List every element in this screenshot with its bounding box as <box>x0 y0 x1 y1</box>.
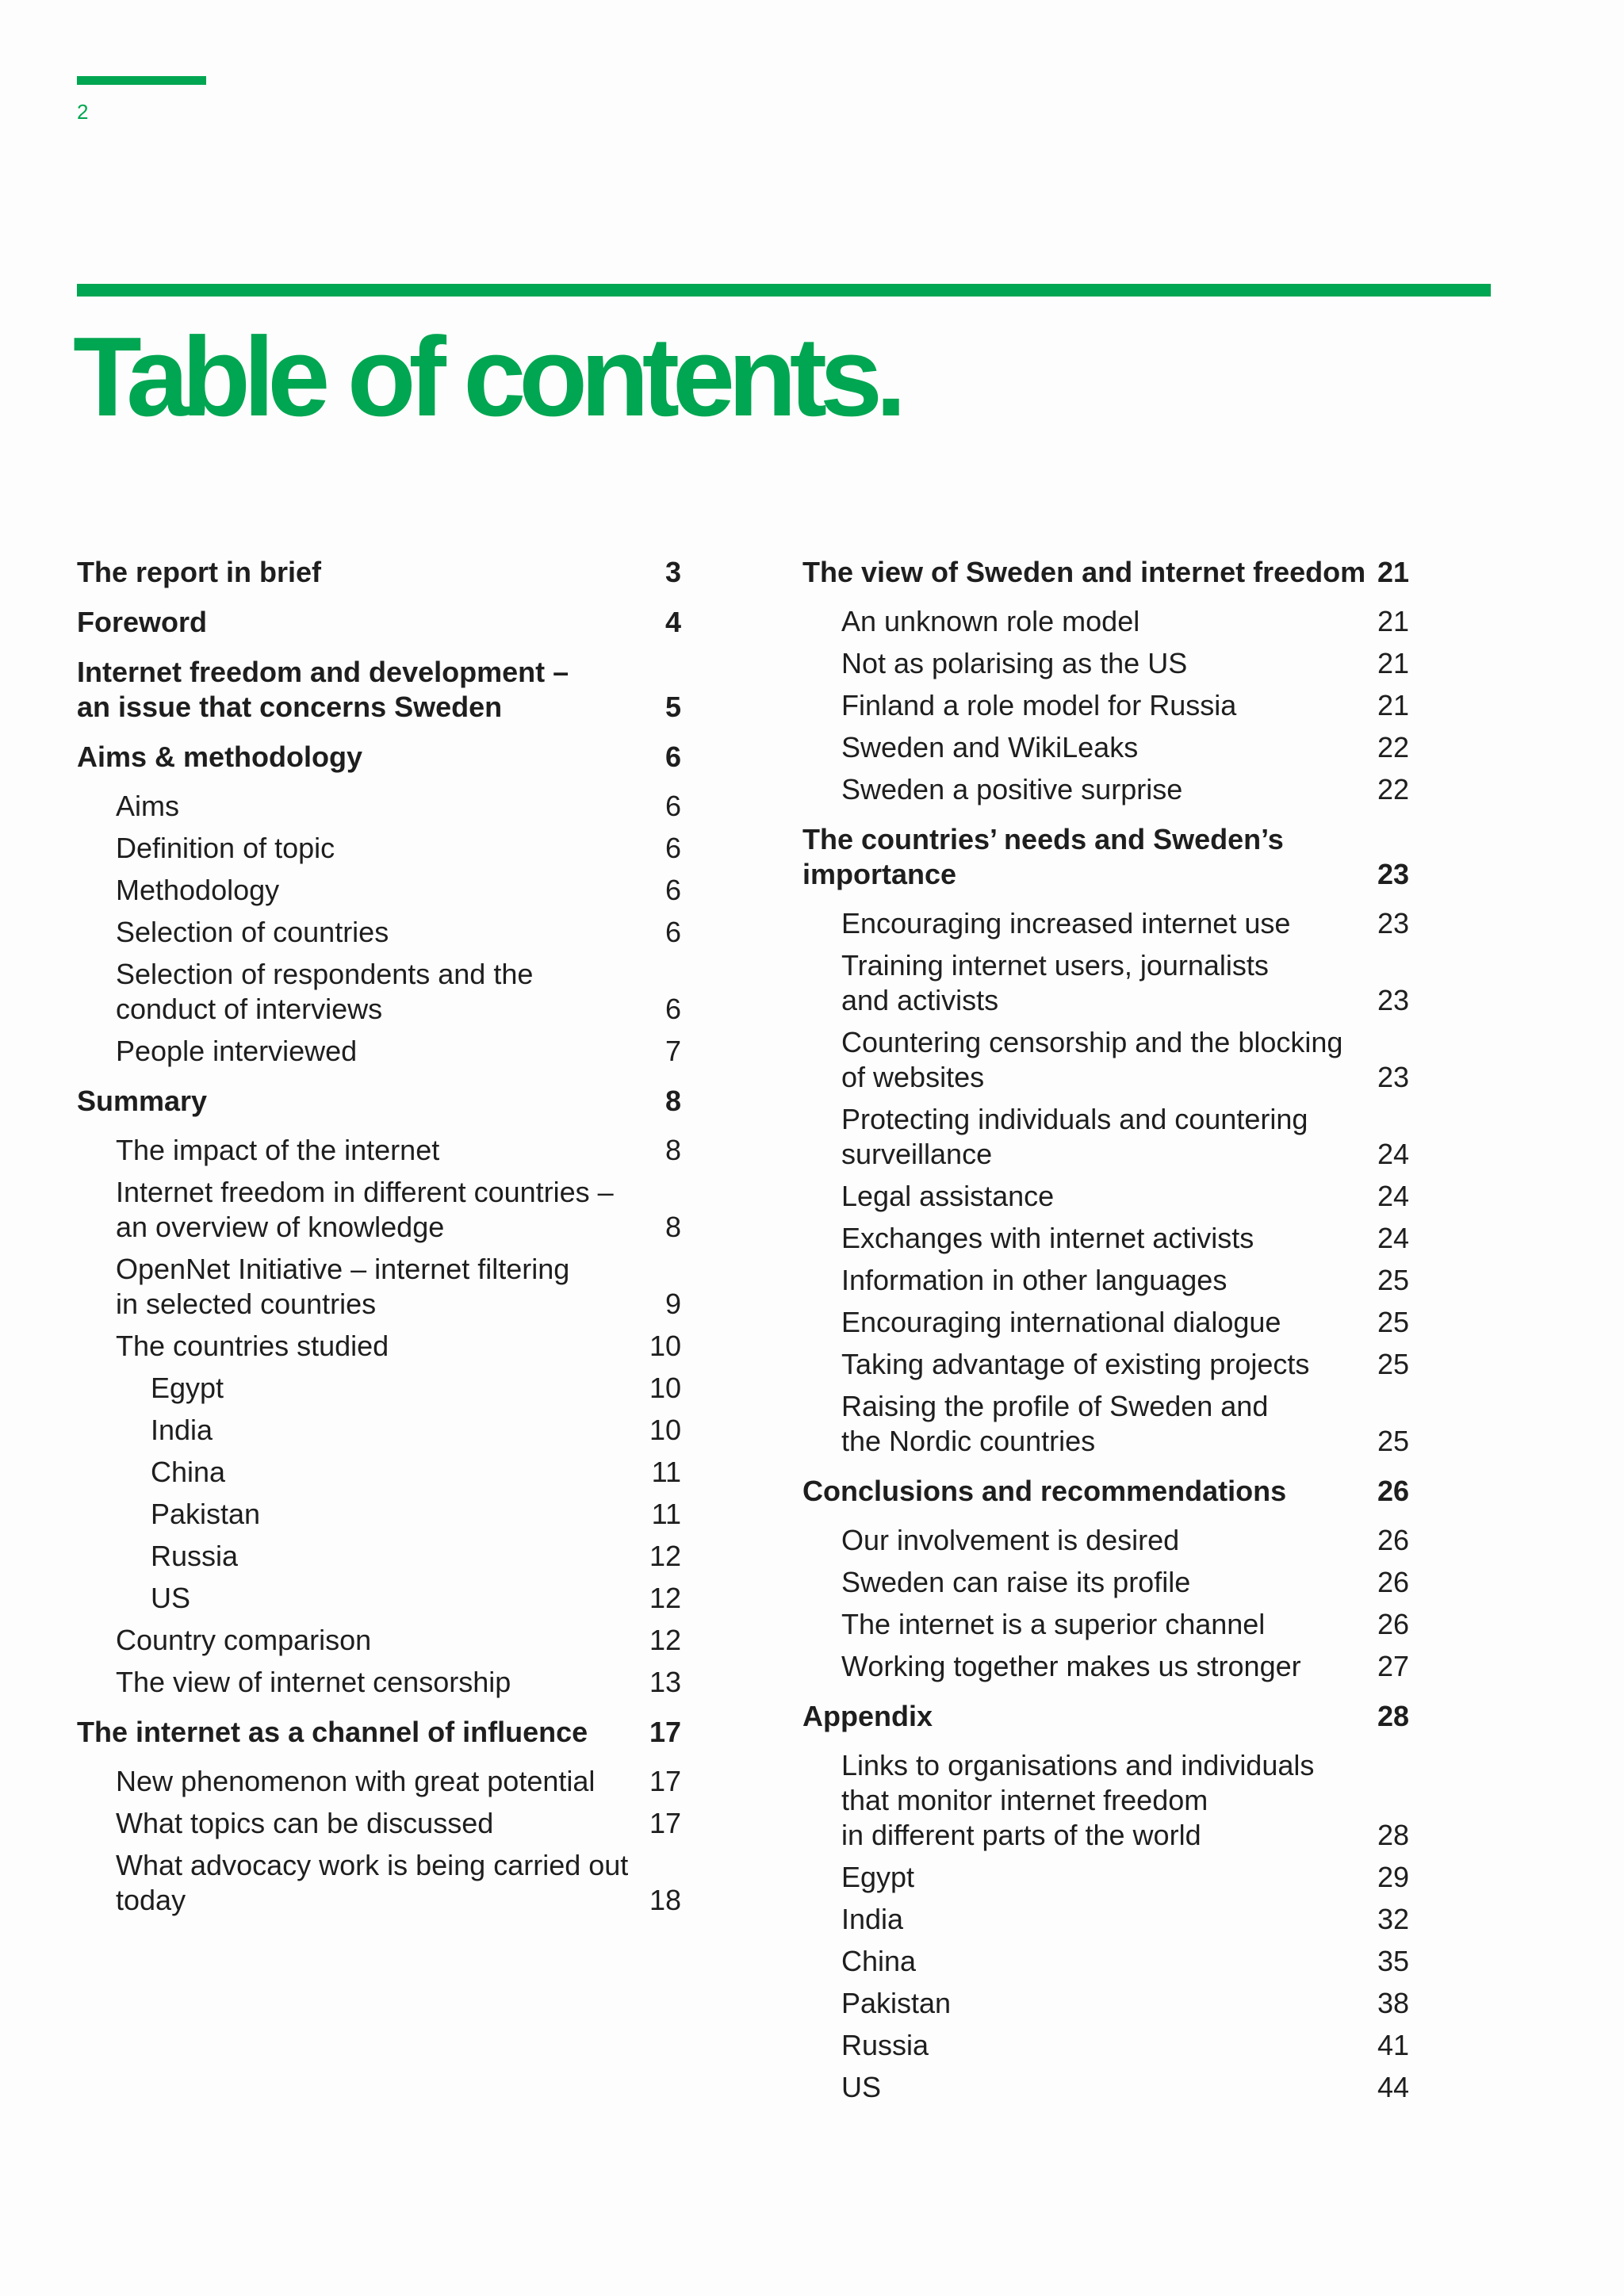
toc-entry-title: People interviewed <box>116 1035 358 1067</box>
toc-subsection-entry[interactable] <box>802 1607 1409 1642</box>
toc-section-entry[interactable] <box>802 1474 1409 1509</box>
toc-entry-title: Links to organisations and individuals that monitor internet freedom in different parts of the world <box>841 1749 1315 1851</box>
toc-entry-page: 24 <box>1377 1180 1409 1212</box>
toc-entry-page: 6 <box>665 874 681 906</box>
toc-entry-title: Aims & methodology <box>77 740 363 773</box>
toc-entry-title: Internet freedom and development – an issue that concerns Sweden <box>77 656 569 723</box>
page-number: 2 <box>77 100 89 124</box>
toc-entry-title: New phenomenon with great potential <box>116 1765 596 1797</box>
toc-entry-title: Exchanges with internet activists <box>841 1222 1254 1254</box>
toc-entry-page: 29 <box>1377 1861 1409 1893</box>
toc-subsection-entry[interactable] <box>77 1581 681 1616</box>
toc-entry-page: 3 <box>665 556 681 588</box>
toc-entry-title: Internet freedom in different countries – an overview of knowledge <box>116 1176 614 1243</box>
toc-entry-title: The countries’ needs and Sweden’s importance <box>802 823 1284 890</box>
toc-entry-page: 26 <box>1377 1566 1409 1598</box>
toc-entry-page: 41 <box>1377 2029 1409 2061</box>
toc-entry-title: Foreword <box>77 606 208 638</box>
toc-subsection-entry[interactable] <box>77 1252 681 1322</box>
toc-entry-title: Aims <box>116 790 179 822</box>
toc-subsection-entry[interactable] <box>77 1133 681 1168</box>
toc-left-column <box>77 555 681 1925</box>
toc-entry-page: 21 <box>1377 605 1409 637</box>
toc-subsection-entry[interactable] <box>77 789 681 824</box>
toc-subsection-entry[interactable] <box>802 646 1409 681</box>
toc-subsection-entry[interactable] <box>77 1034 681 1069</box>
toc-entry-title: India <box>151 1414 213 1446</box>
toc-entry-title: An unknown role model <box>841 605 1140 637</box>
toc-entry-page: 12 <box>649 1582 681 1614</box>
toc-entry-title: Egypt <box>841 1861 915 1893</box>
toc-subsection-entry[interactable] <box>802 1179 1409 1214</box>
toc-subsection-entry[interactable] <box>77 1175 681 1245</box>
toc-entry-title: What topics can be discussed <box>116 1807 494 1839</box>
toc-entry-page: 12 <box>649 1624 681 1656</box>
toc-entry-page: 24 <box>1377 1138 1409 1170</box>
toc-entry-title: Finland a role model for Russia <box>841 689 1237 721</box>
toc-entry-title: Working together makes us stronger <box>841 1650 1301 1682</box>
toc-entry-page: 26 <box>1377 1608 1409 1640</box>
toc-entry-page: 6 <box>665 993 681 1025</box>
toc-entry-title: Sweden can raise its profile <box>841 1566 1191 1598</box>
toc-subsection-entry[interactable] <box>77 1497 681 1532</box>
toc-entry-page: 23 <box>1377 984 1409 1016</box>
toc-subsection-entry[interactable] <box>77 873 681 908</box>
toc-subsection-entry[interactable] <box>802 1649 1409 1684</box>
toc-subsection-entry[interactable] <box>802 730 1409 765</box>
toc-entry-title: Not as polarising as the US <box>841 647 1188 679</box>
toc-section-entry[interactable] <box>802 822 1409 892</box>
toc-entry-page: 22 <box>1377 731 1409 763</box>
toc-subsection-entry[interactable] <box>802 2028 1409 2063</box>
toc-subsection-entry[interactable] <box>802 1523 1409 1558</box>
toc-entry-title: Countering censorship and the blocking of websites <box>841 1026 1343 1093</box>
toc-entry-page: 23 <box>1377 907 1409 939</box>
toc-subsection-entry[interactable] <box>802 2070 1409 2105</box>
toc-entry-page: 32 <box>1377 1903 1409 1935</box>
toc-subsection-entry[interactable] <box>802 1305 1409 1340</box>
toc-entry-title: Encouraging international dialogue <box>841 1306 1281 1338</box>
toc-entry-page: 6 <box>665 916 681 948</box>
toc-entry-title: India <box>841 1903 904 1935</box>
toc-entry-page: 26 <box>1377 1475 1409 1507</box>
toc-entry-page: 27 <box>1377 1650 1409 1682</box>
toc-subsection-entry[interactable] <box>802 1565 1409 1600</box>
toc-subsection-entry[interactable] <box>77 1539 681 1574</box>
toc-section-entry[interactable] <box>77 740 681 775</box>
toc-subsection-entry[interactable] <box>77 831 681 866</box>
toc-subsection-entry[interactable] <box>802 1860 1409 1895</box>
toc-entry-title: The report in brief <box>77 556 322 588</box>
toc-entry-title: Conclusions and recommendations <box>802 1475 1287 1507</box>
toc-subsection-entry[interactable] <box>77 1455 681 1490</box>
toc-right-column <box>802 555 1409 2112</box>
toc-entry-title: Russia <box>151 1540 239 1572</box>
toc-subsection-entry[interactable] <box>802 906 1409 941</box>
toc-subsection-entry[interactable] <box>802 1221 1409 1256</box>
toc-subsection-entry[interactable] <box>802 1263 1409 1298</box>
toc-subsection-entry[interactable] <box>802 1902 1409 1937</box>
toc-entry-title: Training internet users, journalists and activists <box>841 949 1269 1016</box>
toc-entry-page: 12 <box>649 1540 681 1572</box>
toc-entry-page: 38 <box>1377 1987 1409 2019</box>
toc-entry-title: Taking advantage of existing projects <box>841 1348 1310 1380</box>
toc-subsection-entry[interactable] <box>802 1102 1409 1172</box>
toc-entry-page: 44 <box>1377 2071 1409 2103</box>
toc-entry-page: 28 <box>1377 1700 1409 1732</box>
toc-subsection-entry[interactable] <box>77 915 681 950</box>
toc-entry-title: What advocacy work is being carried out today <box>116 1849 629 1916</box>
toc-entry-title: Legal assistance <box>841 1180 1055 1212</box>
toc-entry-title: Sweden and WikiLeaks <box>841 731 1139 763</box>
toc-entry-title: Selection of countries <box>116 916 389 948</box>
toc-entry-title: US <box>151 1582 191 1614</box>
toc-section-entry[interactable] <box>77 555 681 590</box>
toc-entry-title: Information in other languages <box>841 1264 1228 1296</box>
toc-entry-title: Protecting individuals and countering surveillance <box>841 1103 1308 1170</box>
toc-entry-page: 6 <box>665 832 681 864</box>
toc-subsection-entry[interactable] <box>77 1371 681 1406</box>
toc-entry-page: 4 <box>665 606 681 638</box>
toc-entry-page: 21 <box>1377 689 1409 721</box>
toc-section-entry[interactable] <box>77 655 681 725</box>
toc-entry-title: US <box>841 2071 882 2103</box>
toc-entry-title: Pakistan <box>151 1498 261 1530</box>
toc-entry-page: 6 <box>665 740 681 773</box>
toc-entry-page: 26 <box>1377 1524 1409 1556</box>
toc-entry-page: 11 <box>651 1456 681 1488</box>
toc-entry-page: 17 <box>649 1807 681 1839</box>
toc-entry-page: 22 <box>1377 773 1409 806</box>
toc-entry-page: 10 <box>649 1372 681 1404</box>
toc-subsection-entry[interactable] <box>77 1413 681 1448</box>
toc-entry-title: China <box>151 1456 226 1488</box>
toc-section-entry[interactable] <box>77 1715 681 1750</box>
toc-subsection-entry[interactable] <box>802 1748 1409 1853</box>
toc-entry-title: Methodology <box>116 874 280 906</box>
toc-subsection-entry[interactable] <box>802 1944 1409 1979</box>
toc-entry-page: 25 <box>1377 1425 1409 1457</box>
toc-section-entry[interactable] <box>77 605 681 640</box>
toc-entry-title: Selection of respondents and the conduct of interviews <box>116 958 534 1025</box>
toc-subsection-entry[interactable] <box>802 604 1409 639</box>
toc-entry-page: 21 <box>1377 647 1409 679</box>
toc-subsection-entry[interactable] <box>77 1806 681 1841</box>
toc-entry-page: 23 <box>1377 1061 1409 1093</box>
toc-subsection-entry[interactable] <box>802 1347 1409 1382</box>
toc-entry-page: 18 <box>649 1884 681 1916</box>
toc-entry-title: Definition of topic <box>116 832 335 864</box>
toc-entry-title: Appendix <box>802 1700 933 1732</box>
toc-entry-page: 23 <box>1377 858 1409 890</box>
toc-subsection-entry[interactable] <box>802 688 1409 723</box>
toc-subsection-entry[interactable] <box>802 948 1409 1018</box>
toc-entry-title: Our involvement is desired <box>841 1524 1180 1556</box>
toc-entry-title: The view of internet censorship <box>116 1666 511 1698</box>
page-accent-bar <box>77 76 206 85</box>
toc-entry-page: 24 <box>1377 1222 1409 1254</box>
toc-subsection-entry[interactable] <box>77 1848 681 1918</box>
page-title: Table of contents. <box>73 314 900 440</box>
toc-entry-page: 7 <box>665 1035 681 1067</box>
toc-entry-title: The impact of the internet <box>116 1134 440 1166</box>
toc-entry-page: 11 <box>651 1498 681 1530</box>
toc-entry-page: 10 <box>649 1414 681 1446</box>
toc-subsection-entry[interactable] <box>802 1025 1409 1095</box>
toc-entry-title: The internet is a superior channel <box>841 1608 1266 1640</box>
toc-section-entry[interactable] <box>77 1084 681 1119</box>
toc-entry-title: The countries studied <box>116 1330 389 1362</box>
toc-entry-title: OpenNet Initiative – internet filtering in selected countries <box>116 1253 570 1320</box>
toc-entry-page: 6 <box>665 790 681 822</box>
toc-subsection-entry[interactable] <box>77 1623 681 1658</box>
toc-entry-page: 25 <box>1377 1264 1409 1296</box>
toc-entry-title: Country comparison <box>116 1624 372 1656</box>
toc-entry-title: The view of Sweden and internet freedom <box>802 556 1366 588</box>
toc-entry-title: The internet as a channel of influence <box>77 1716 588 1748</box>
toc-entry-page: 25 <box>1377 1306 1409 1338</box>
toc-entry-page: 9 <box>665 1288 681 1320</box>
toc-entry-title: Egypt <box>151 1372 224 1404</box>
toc-entry-page: 17 <box>649 1765 681 1797</box>
toc-entry-title: Encouraging increased internet use <box>841 907 1291 939</box>
title-rule <box>77 284 1491 297</box>
toc-entry-page: 35 <box>1377 1945 1409 1977</box>
toc-subsection-entry[interactable] <box>802 1986 1409 2021</box>
toc-entry-page: 25 <box>1377 1348 1409 1380</box>
toc-entry-page: 8 <box>665 1085 681 1117</box>
toc-entry-title: Russia <box>841 2029 929 2061</box>
toc-entry-title: Pakistan <box>841 1987 952 2019</box>
toc-entry-title: Summary <box>77 1085 208 1117</box>
toc-entry-page: 17 <box>649 1716 681 1748</box>
toc-section-entry[interactable] <box>802 555 1409 590</box>
toc-subsection-entry[interactable] <box>77 1329 681 1364</box>
toc-entry-page: 28 <box>1377 1819 1409 1851</box>
toc-entry-page: 5 <box>665 691 681 723</box>
toc-entry-title: Raising the profile of Sweden and the Nordic countries <box>841 1390 1269 1457</box>
toc-subsection-entry[interactable] <box>77 1764 681 1799</box>
toc-entry-title: Sweden a positive surprise <box>841 773 1183 806</box>
toc-section-entry[interactable] <box>802 1699 1409 1734</box>
toc-entry-page: 10 <box>649 1330 681 1362</box>
toc-entry-page: 13 <box>649 1666 681 1698</box>
toc-entry-title: China <box>841 1945 917 1977</box>
toc-entry-page: 21 <box>1377 556 1409 588</box>
toc-subsection-entry[interactable] <box>802 1389 1409 1459</box>
toc-subsection-entry[interactable] <box>77 1665 681 1700</box>
toc-subsection-entry[interactable] <box>802 772 1409 807</box>
toc-subsection-entry[interactable] <box>77 957 681 1027</box>
toc-entry-page: 8 <box>665 1134 681 1166</box>
toc-entry-page: 8 <box>665 1211 681 1243</box>
